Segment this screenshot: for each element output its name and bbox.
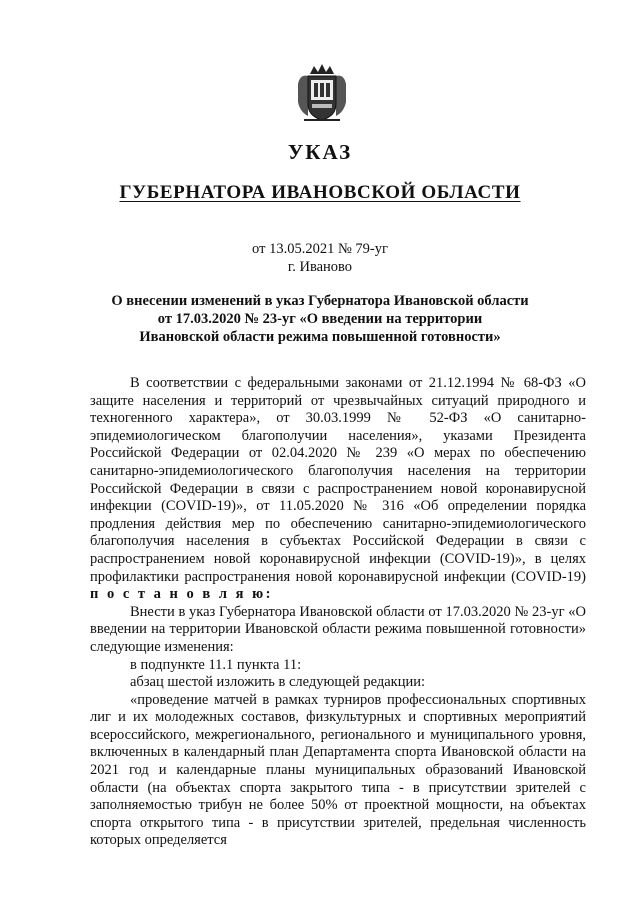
issuer-title: ГУБЕРНАТОРА ИВАНОВСКОЙ ОБЛАСТИ — [119, 182, 521, 203]
subject-line-3: Ивановской области режима повышенной готовности» — [139, 328, 501, 345]
paragraph-preamble: В соответствии с федеральными законами от 21.12.1994 № 68-ФЗ «О защите населения и территорий от чрезвычайных ситуаций природного и техногенного характера», от 30.03.1999 № 52-ФЗ «О санитарно-эпидемиологическом благополучии населения», указами Президента Российской Федерации от 02.04.2020 № 239 «О мерах по обеспечению санитарно-эпидемиологического благополучия населения на территории Российской Федерации в связи с распространением новой коронавирусной инфекции (COVID-19)», от 11.05.2020 № 316 «Об определении порядка продления действия мер по обеспечению санитарно-эпидемиологического благополучия населения в субъектах Российской Федерации в связи с распространением новой коронавирусной инфекции (COVID-19)», в целях профилактики распространения новой коронавирусной инфекции (COVID-19) п о с т а н о в л я ю: — [90, 375, 586, 603]
document-type-title: УКАЗ — [287, 140, 353, 164]
document-body — [90, 375, 586, 850]
document-subject — [90, 293, 550, 346]
subject-line-2: от 17.03.2020 № 23-уг «О введении на территории — [157, 310, 483, 327]
coat-of-arms-emblem — [296, 62, 348, 124]
date-number: от 13.05.2021 № 79-уг — [252, 241, 388, 257]
paragraph-subpoint: в подпункте 11.1 пункта 11: — [130, 656, 302, 673]
city: г. Иваново — [287, 259, 353, 275]
paragraph-instruction: абзац шестой изложить в следующей редакции: — [130, 674, 425, 691]
date-and-place — [0, 240, 640, 276]
paragraph-amend: Внести в указ Губернатора Ивановской области от 17.03.2020 № 23-уг «О введении на территории Ивановской области режима повышенной готовности» следующие изменения: — [90, 603, 586, 655]
resolution-word: п о с т а н о в л я ю: — [90, 586, 273, 603]
paragraph-new-wording: «проведение матчей в рамках турниров профессиональных спортивных лиг и их молодежных составов, физкультурных и спортивных мероприятий всероссийского, межрегионального, регионального и муниципального уровня, включенных в календарный план Департамента спорта Ивановской области на 2021 год и календарные планы муниципальных образований Ивановской области (на объектах спорта закрытого типа - в присутствии зрителей с заполняемостью трибун не более 50% от проектной мощности, на объектах спорта открытого типа - в присутствии зрителей, предельная численность которых определяется — [90, 691, 586, 849]
subject-line-1: О внесении изменений в указ Губернатора Ивановской области — [111, 293, 529, 309]
